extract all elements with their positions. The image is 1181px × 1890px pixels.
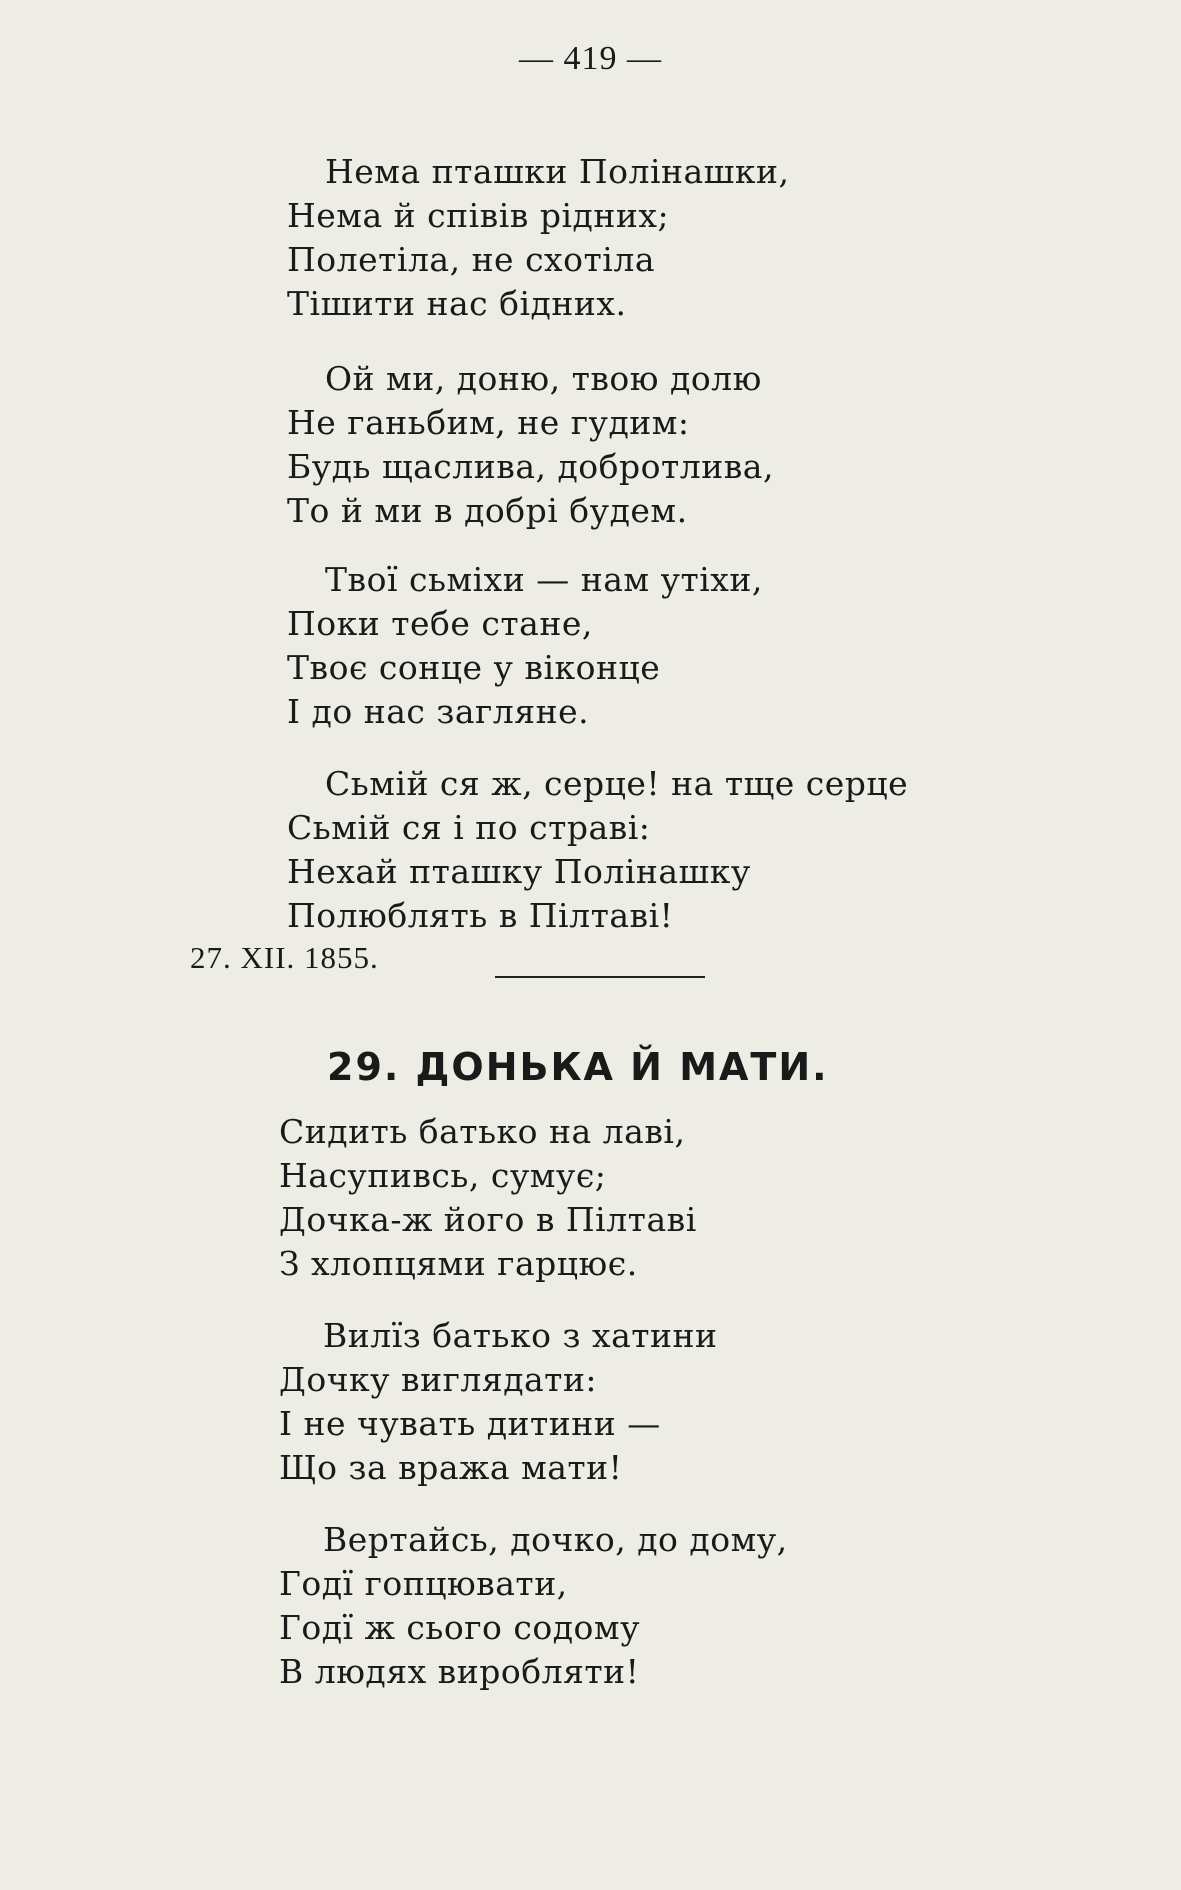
poem-line: Не ганьбим, не гудим:: [287, 403, 690, 442]
poem-line: Полетіла, не схотіла: [287, 240, 655, 279]
poem-line: Будь щаслива, добротлива,: [287, 447, 774, 486]
poem-line: Твоє сонце у віконце: [287, 648, 661, 687]
poem-line: То й ми в добрі будем.: [287, 491, 688, 530]
page-number: — 419 —: [519, 40, 662, 77]
poem-line: Дочку виглядати:: [279, 1360, 598, 1399]
poem-line: Дочка-ж його в Пілтаві: [279, 1200, 697, 1239]
poem-date: 27. XII. 1855.: [190, 940, 379, 975]
poem-line: Годї ж сього содому: [279, 1608, 641, 1647]
poem-line: Нема й співів рідних;: [287, 196, 670, 235]
poem-line: Полюблять в Пілтаві!: [287, 896, 674, 935]
poem-line: Що за вража мати!: [279, 1448, 623, 1487]
poem-line: Насупивсь, сумує;: [279, 1156, 607, 1195]
poem-line: Поки тебе стане,: [287, 604, 593, 643]
poem-line: Сьмій ся ж, серце! на тще серце: [325, 764, 909, 803]
section-divider: [495, 976, 705, 978]
poem-line: Твої сьміхи — нам утіхи,: [325, 560, 763, 599]
poem-title: 29. ДОНЬКА Й МАТИ.: [327, 1045, 829, 1089]
poem-line: І не чувать дитини —: [279, 1404, 661, 1443]
poem-line: Нема пташки Полінашки,: [325, 152, 790, 191]
poem-line: Сьмій ся і по страві:: [287, 808, 651, 847]
poem-line: Сидить батько на лаві,: [279, 1112, 686, 1151]
poem-line: Вилїз батько з хатини: [323, 1316, 718, 1355]
poem-line: Вертайсь, дочко, до дому,: [323, 1520, 788, 1559]
poem-line: Годї гопцювати,: [279, 1564, 568, 1603]
poem-line: І до нас загляне.: [287, 692, 590, 731]
poem-line: Ой ми, доню, твою долю: [325, 359, 762, 398]
poem-line: Нехай пташку Полінашку: [287, 852, 751, 891]
poem-line: В людях виробляти!: [279, 1652, 640, 1691]
poem-line: Тішити нас бідних.: [287, 284, 627, 323]
poem-line: З хлопцями гарцює.: [279, 1244, 638, 1283]
